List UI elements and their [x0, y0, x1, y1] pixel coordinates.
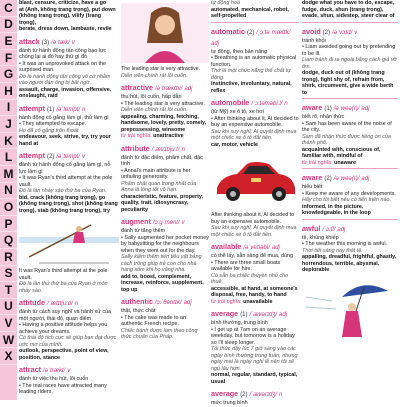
- part-of-speech: adj: [337, 226, 346, 233]
- antonym: unavailable: [243, 298, 273, 305]
- pronunciation: /ˌɔːtəˈmætɪk/: [256, 29, 291, 36]
- alphabet-tab-x[interactable]: X: [0, 348, 17, 365]
- translation: Thời tiết sáng nay thật tệ.: [302, 247, 363, 254]
- alphabet-tab-k[interactable]: K: [0, 133, 17, 150]
- pronunciation: /ˈætɪtjuːd/: [46, 301, 73, 307]
- alphabet-tab-d[interactable]: D: [0, 17, 17, 34]
- top-lines: [19, 0, 119, 33]
- pronunciation: /ˈætrɪbjuːt/: [151, 146, 180, 153]
- alphabet-tab-g[interactable]: G: [0, 66, 17, 83]
- text-line: (không trang trọng), vilify (trang trọng),: [19, 13, 102, 26]
- translation: Sau khi suy nghĩ, Al quyết định mua một chiếc xe ô tô đắt tiền.: [211, 128, 297, 141]
- divider: [302, 168, 398, 169]
- definition: hành động cố gắng làm gì, thử làm gì: [19, 114, 109, 121]
- headword: average: [211, 309, 239, 318]
- example: • They attempted to escape.: [19, 121, 87, 127]
- text-line: tự động hoá: [211, 0, 240, 6]
- pronunciation: /əˈvɔɪd/: [332, 29, 353, 36]
- alphabet-tab-t[interactable]: T: [0, 282, 17, 299]
- entry-attract: [19, 365, 119, 396]
- divider: [302, 22, 398, 23]
- illustration-caption: The leading star is very attractive.: [121, 66, 201, 72]
- headword: attack: [19, 36, 40, 46]
- part-of-speech: adj: [184, 86, 193, 92]
- synonyms: appalling, dreadful, frightful, ghastly, horrendous, terrible, abysmal, deplorable: [302, 254, 397, 273]
- entry-augment: [121, 217, 209, 293]
- part-of-speech: adj: [361, 176, 370, 182]
- example: • Sally augmented her pocket money by babysitting for the neighbours when they went out for the day.: [121, 234, 209, 254]
- alphabet-tab-h[interactable]: H: [0, 83, 17, 100]
- illustration-caption: It was Ryan's third attempt at the pole vault.: [19, 268, 108, 281]
- alphabet-tab-m[interactable]: M: [0, 166, 17, 183]
- alphabet-tabs: [0, 0, 17, 400]
- translation: Tôi thức dậy lúc 7 giờ sáng vào các ngày bình thường trong tuần, nhưng ngày mai là ngày nghỉ lễ nên tôi sẽ ngủ lâu hơn.: [211, 346, 298, 372]
- headword: augment: [121, 217, 151, 226]
- antonym: unaware: [334, 159, 356, 166]
- sense-number: (1): [324, 106, 332, 112]
- pronunciation: /ɔːˈθentɪk/: [154, 300, 182, 306]
- part-of-speech: v: [354, 29, 358, 36]
- alphabet-tab-l[interactable]: L: [0, 149, 17, 166]
- definition: thu hút, lôi cuốn, hấp dẫn: [121, 94, 182, 100]
- synonyms: accessible, at hand, at someone's disposal, free, handy, to hand: [211, 285, 298, 298]
- translation: Hãy cho tôi biết nếu có tiến triển nào.: [302, 197, 392, 203]
- entry-awful: [302, 224, 398, 274]
- entry-average-2: [211, 389, 299, 407]
- entry-available: [211, 242, 299, 305]
- pronunciation: /əˈweə(r)/: [333, 176, 360, 182]
- part-of-speech: v: [181, 220, 185, 226]
- pronunciation: /əˈtræktɪv/: [154, 86, 183, 92]
- synonyms: car, motor, vehicle: [211, 141, 259, 148]
- translation: Sally kiếm thêm tiền tiêu vặt bằng cách trông giúp trẻ con cho nhà hàng xóm khi họ vắng nhà.: [121, 254, 202, 273]
- synonyms: normal, regular, standard, typical, usual: [211, 372, 298, 385]
- pole-vault-illustration: [19, 217, 119, 265]
- sense-number: (2): [240, 392, 248, 398]
- part-of-speech: n: [82, 106, 86, 113]
- example: • Annal's main attribute is her unfailing generosity.: [121, 167, 191, 180]
- definition: (từ Mỹ) xe ô tô, xe hơi: [211, 109, 264, 115]
- part-of-speech: n: [279, 392, 283, 398]
- alphabet-tab-q[interactable]: Q: [0, 232, 17, 249]
- definition: hiểu biết: [302, 184, 323, 190]
- definition: đánh từ hành động tấn công bạo lực chống lại ai đó hay thứ gì đó: [19, 47, 107, 60]
- sense-number: (2): [324, 176, 332, 182]
- column-3: [211, 0, 299, 406]
- sense-number: (2): [46, 154, 55, 160]
- synonyms: bid, crack (không trang trọng), go (không trang trọng), shot (không trang trọng), stab (không trang trọng), try: [19, 194, 118, 214]
- headword: automobile: [211, 98, 250, 107]
- synonyms: endeavour, seek, strive, try, try your hand at: [19, 134, 111, 147]
- part-of-speech: adj: [361, 106, 370, 112]
- example: • It was Ryan's third attempt at the pole vault.: [19, 175, 113, 188]
- entry-attitude: [19, 298, 119, 361]
- headword: attempt: [19, 151, 45, 160]
- alphabet-tab-e[interactable]: E: [0, 33, 17, 50]
- synonyms: add to, boost, complement, increase, reinforce, supplement, top up: [121, 273, 204, 293]
- text-line: berate, dress down, lambaste, revile: [19, 26, 112, 32]
- headword: automatic: [211, 26, 245, 36]
- pronunciation: /əˈtempt/: [56, 154, 80, 160]
- entry-aware-2: [302, 173, 398, 217]
- translation: Có thái độ tích cực sẽ giúp bạn đạt được ước mơ của mình.: [19, 335, 117, 348]
- part-of-speech: adj: [271, 245, 280, 251]
- headword: awful: [302, 223, 321, 233]
- woman-portrait-icon: [121, 3, 209, 63]
- alphabet-tab-v[interactable]: V: [0, 315, 17, 332]
- headword: attempt: [19, 103, 45, 113]
- entry-attribute: [121, 144, 209, 214]
- pronunciation: /ˈævərɪdʒ/: [249, 392, 278, 398]
- part-of-speech: v: [71, 39, 75, 46]
- alphabet-tab-p[interactable]: P: [0, 216, 17, 233]
- column-2: [121, 0, 209, 400]
- sense-number: (2): [322, 29, 331, 36]
- alphabet-tab-f[interactable]: F: [0, 50, 17, 67]
- illustration-caption-translation: Đó là lần thử thứ ba của Ryan ở môn nhảy sào.: [19, 281, 108, 294]
- sense-number: (1): [240, 312, 248, 318]
- synonyms: instinctive, involuntary, natural, reflex: [211, 81, 292, 94]
- entry-attempt-2: [19, 151, 119, 214]
- definition: đánh từ đặc điểm, phẩm chất, đặc tính: [121, 154, 203, 167]
- pronunciation: /ˈævərɪdʒ/: [249, 312, 278, 318]
- pronunciation: /ˈɔːfl/: [322, 226, 336, 233]
- antonym-label: từ trái nghĩa:: [211, 298, 242, 305]
- divider: [211, 22, 299, 23]
- definition: tránh khỏi: [302, 37, 326, 44]
- part-of-speech: adj: [279, 312, 288, 318]
- synonyms: assault, charge, invasion, offensive, onslaught, raid: [19, 86, 112, 99]
- text-line: evade, shun, sidestep, steer clear of: [302, 13, 395, 19]
- translation: Thở là một chức năng thể chất tự động.: [211, 68, 291, 81]
- text-line: fudge, duck, shun (trang trọng),: [302, 6, 384, 13]
- entry-avoid-2: [302, 27, 398, 97]
- example: • The trial races have attracted many leading riders.: [19, 382, 107, 395]
- translation: Liam tránh đi ra ngoài bằng cách giả vờ ốm.: [302, 57, 397, 70]
- pronunciation: /ˈɔːtəməbiːl/: [251, 101, 283, 107]
- alphabet-tab-c[interactable]: C: [0, 0, 17, 17]
- alphabet-tab-n[interactable]: N: [0, 183, 17, 200]
- translation: Diễn viên chính rất lôi cuốn.: [121, 107, 188, 113]
- headword: available: [211, 242, 242, 251]
- pole-vault-icon: [19, 217, 119, 265]
- alphabet-tab-o[interactable]: O: [0, 199, 17, 216]
- translation: Có sẵn ba chiếc thuyền nhỏ cho thuê.: [211, 272, 289, 285]
- headword: aware: [302, 103, 323, 112]
- synonyms: outlook, perspective, point of view, position, stance: [19, 348, 109, 361]
- illustration-caption-translation: Sau khi suy nghĩ, Al quyết định mua một chiếc xe ô tô đắt tiền.: [211, 225, 297, 238]
- column-4: [302, 0, 398, 400]
- alphabet-tab-r[interactable]: R: [0, 249, 17, 266]
- alphabet-tab-s[interactable]: S: [0, 266, 17, 283]
- entry-attempt-1: [19, 104, 119, 148]
- definition: đánh từ tăng thêm: [121, 228, 166, 234]
- umbrella-wind-icon: [302, 277, 398, 337]
- headword: aware: [302, 173, 323, 182]
- pronunciation: /əˈveɪləbl/: [243, 245, 270, 251]
- alphabet-tab-w[interactable]: W: [0, 332, 17, 349]
- definition: đánh từ cách suy nghĩ và hành xử của một người, thái độ, quan điểm: [19, 309, 112, 322]
- headword: attitude: [19, 298, 45, 307]
- definition: tệ, khủng khiếp: [302, 234, 339, 241]
- translation: Phẩm chất quan trọng nhất của Anna là lòng tốt vô hạn.: [121, 180, 197, 193]
- example: • After thinking about it, Al decided to buy an expensive automobile.: [211, 115, 299, 128]
- pronunciation: /əˈweə(r)/: [333, 106, 360, 112]
- example: • The weather this morning is awful.: [302, 241, 388, 247]
- example: • The cake was made to an authentic French recipe.: [121, 314, 187, 327]
- definition: bình thường, trung bình: [211, 320, 268, 326]
- entry-automatic-2: [211, 27, 299, 95]
- part-of-speech: v: [67, 368, 71, 374]
- alphabet-tab-j[interactable]: J: [0, 116, 17, 133]
- illustration-caption: After thinking about it, Al decided to buy an expensive automobile.: [211, 212, 295, 225]
- example: • I get up at 7am on an average weekday, but tomorrow is a holiday so I'll sleep longer.: [211, 326, 295, 346]
- entry-aware-1: [302, 103, 398, 166]
- illustration-caption-translation: Diễn viên chính rất lôi cuốn.: [121, 72, 188, 79]
- synonyms: dodge, duck out of (không trang trọng), fight shy of, refrain from, shirk, circumvent, give a wide berth to: [302, 70, 394, 96]
- translation: Đó là hành động tấn công vô cớ nhằm vào người đàn ông bị bất ngờ.: [19, 73, 111, 86]
- headword: attribute: [121, 143, 150, 153]
- text-line: blast, censure, criticize, have a go: [19, 0, 107, 6]
- example: • There are three small boats available for hire.: [211, 259, 281, 272]
- part-of-speech: adj: [183, 300, 192, 306]
- example: • It was an unprovoked attack on the surprised man.: [19, 60, 106, 73]
- definition: có thể lấy, sẵn sàng để mua, dùng: [211, 253, 294, 259]
- sense-number: (3): [41, 39, 50, 46]
- definition: đánh từ việc thu hút, lôi cuốn: [19, 376, 89, 382]
- alphabet-tab-i[interactable]: I: [0, 100, 17, 117]
- pronunciation: /əˈtrækt/: [42, 368, 66, 374]
- pronunciation: /ɔːɡˈment/: [152, 220, 180, 226]
- definition: thật, thực chất: [121, 308, 156, 314]
- red-car-icon: [211, 152, 299, 208]
- headword: authentic: [121, 297, 153, 306]
- part-of-speech: n: [284, 101, 288, 107]
- antonym: unattractive: [153, 133, 184, 139]
- definition: biết rõ, nhận thức: [302, 114, 345, 120]
- text-line: at (Anh, không trang trọng), put down: [19, 6, 116, 13]
- sense-number: (2): [246, 29, 255, 36]
- synonyms: automated, mechanical, robot, self-propelled: [211, 6, 289, 19]
- headword: attractive: [121, 83, 153, 92]
- headword: attract: [19, 365, 41, 374]
- synonyms: characteristic, feature, property, quality, trait, idiosyncrasy, peculiarity: [121, 193, 203, 213]
- example: • The leading star is very attractive.: [121, 100, 205, 107]
- pronunciation: /əˈtæk/: [51, 39, 70, 46]
- column-1: [19, 0, 119, 400]
- definition: tự động, theo bản năng: [211, 48, 268, 55]
- part-of-speech: n: [181, 146, 185, 153]
- antonym-label: từ trái nghĩa:: [302, 159, 333, 166]
- entry-attack: [19, 37, 119, 100]
- pronunciation: /əˈtempt/: [56, 106, 80, 113]
- text-line: dodge what you have to do, escape,: [302, 0, 395, 6]
- antonym-label: từ trái nghĩa:: [121, 133, 152, 139]
- translation: Chiếc bánh được làm theo công thức chuẩn của Pháp.: [121, 327, 198, 340]
- entry-authentic: [121, 297, 209, 341]
- definition: mức trung bình: [211, 400, 248, 406]
- translation: Họ đã cố gắng trốn thoát.: [19, 127, 80, 134]
- synonyms: acquainted with, conscious of, familiar with, mindful of: [302, 146, 381, 159]
- headword: avoid: [302, 26, 321, 36]
- example: • Liam avoided going out by pretending to be ill.: [302, 44, 396, 57]
- translation: Sam đã nhận thức được tiếng ồn của thành phố.: [302, 133, 391, 146]
- synonyms: informed, in the picture, knowledgeable, in the loop: [302, 203, 371, 216]
- example: • Having a positive attitude helps you achieve your dreams.: [19, 322, 108, 335]
- divider: [302, 98, 398, 99]
- definition: đánh từ hành động cố gắng làm gì, nỗ lực làm gì: [19, 162, 111, 175]
- synonyms: appealing, charming, fetching, handsome, lovely, pretty, comely, prepossessing, winsome: [121, 113, 207, 133]
- part-of-speech: n: [74, 301, 79, 307]
- divider: [302, 219, 398, 220]
- part-of-speech: adj: [211, 40, 220, 47]
- woman-illustration: [121, 3, 209, 63]
- alphabet-tab-u[interactable]: U: [0, 299, 17, 316]
- umbrella-illustration: [302, 277, 398, 337]
- part-of-speech: v: [82, 154, 85, 160]
- entry-automobile: [211, 98, 299, 148]
- translation: Đó là lần nhảy sào thứ ba của Ryan.: [19, 188, 107, 194]
- sense-number: (1): [46, 106, 55, 113]
- entry-average-1: [211, 309, 299, 385]
- headword: average: [211, 389, 239, 398]
- entry-attractive: [121, 83, 209, 140]
- car-illustration: [211, 152, 299, 208]
- example: • Keep me aware of any developments.: [302, 190, 396, 197]
- example: • Sam has been aware of the noise of the city.: [302, 120, 392, 133]
- example: • Breathing is an automatic physical function.: [211, 55, 297, 68]
